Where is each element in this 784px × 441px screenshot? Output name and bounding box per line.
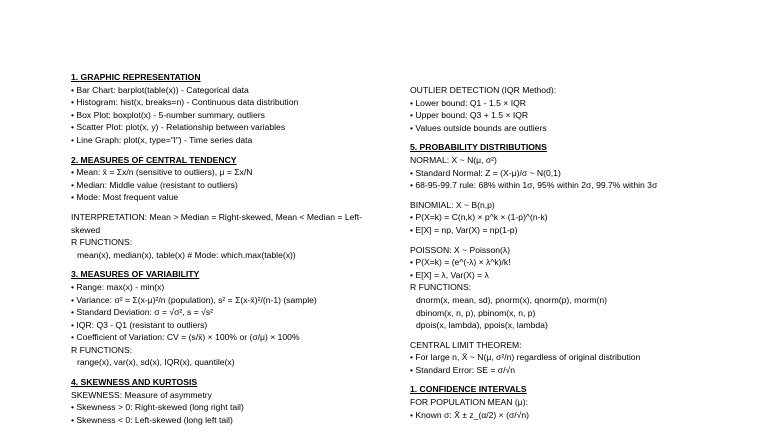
bullet-poisson-pmf: • P(X=k) = (e^(-λ) × λ^k)/k! <box>410 257 511 268</box>
bullet-skewness-positive: • Skewness > 0: Right-skewed (long right tail) <box>71 402 244 413</box>
section-title-central-tendency: 2. MEASURES OF CENTRAL TENDENCY <box>71 154 237 165</box>
r-functions-code: mean(x), median(x), table(x) # Mode: which.max(table(x)) <box>77 249 296 260</box>
normal-distribution-heading: NORMAL: X ~ N(μ, σ²) <box>410 154 497 165</box>
bullet-poisson-moments: • E[X] = λ, Var(X) = λ <box>410 269 489 280</box>
section-title-graphic-representation: 1. GRAPHIC REPRESENTATION <box>71 72 201 82</box>
bullet-empirical-rule: • 68-95-99.7 rule: 68% within 1σ, 95% within 2σ, 99.7% within 3σ <box>410 180 658 191</box>
r-functions-binomial: dbinom(x, n, p), pbinom(x, n, p) <box>416 307 536 318</box>
bullet-standard-error: • Standard Error: SE = σ/√n <box>410 364 515 375</box>
bullet-range: • Range: max(x) - min(x) <box>71 281 165 292</box>
r-functions-poisson: dpois(x, lambda), ppois(x, lambda) <box>416 320 548 331</box>
bullet-line-graph: • Line Graph: plot(x, type="l") - Time series data <box>71 134 253 145</box>
bullet-standard-deviation: • Standard Deviation: σ = √σ², s = √s² <box>71 307 213 318</box>
bullet-iqr: • IQR: Q3 - Q1 (resistant to outliers) <box>71 319 208 330</box>
section-title-variability: 3. MEASURES OF VARIABILITY <box>71 269 200 280</box>
interpretation-text: INTERPRETATION: Mean > Median = Right-skewed, Mean < Median = Left-skewed <box>71 211 363 235</box>
binomial-distribution-heading: BINOMIAL: X ~ B(n,p) <box>410 199 495 210</box>
bullet-box-plot: • Box Plot: boxplot(x) - 5-number summary, outliers <box>71 109 265 120</box>
poisson-distribution-heading: POISSON: X ~ Poisson(λ) <box>410 244 511 255</box>
skewness-definition: SKEWNESS: Measure of asymmetry <box>71 389 212 400</box>
bullet-scatter-plot: • Scatter Plot: plot(x, y) - Relationship between variables <box>71 122 286 133</box>
outlier-detection-title: OUTLIER DETECTION (IQR Method): <box>410 85 557 95</box>
section-title-probability-distributions: 5. PROBABILITY DISTRIBUTIONS <box>410 142 547 153</box>
bullet-upper-bound: • Upper bound: Q3 + 1.5 × IQR <box>410 110 529 121</box>
left-column <box>71 71 389 426</box>
clt-heading: CENTRAL LIMIT THEOREM: <box>410 339 522 350</box>
r-functions-label: R FUNCTIONS: <box>410 282 472 293</box>
bullet-lower-bound: • Lower bound: Q1 - 1.5 × IQR <box>410 97 526 108</box>
population-mean-heading: FOR POPULATION MEAN (μ): <box>410 397 528 408</box>
bullet-binomial-moments: • E[X] = np, Var(X) = np(1-p) <box>410 224 518 235</box>
bullet-binomial-pmf: • P(X=k) = C(n,k) × p^k × (1-p)^(n-k) <box>410 212 548 223</box>
bullet-known-sigma: • Known σ: X̄ ± z_(α/2) × (σ/√n) <box>410 409 530 420</box>
bullet-standard-normal: • Standard Normal: Z = (X-μ)/σ ~ N(0,1) <box>410 167 561 178</box>
bullet-outside-bounds: • Values outside bounds are outliers <box>410 122 547 133</box>
section-title-skewness-kurtosis: 4. SKEWNESS AND KURTOSIS <box>71 377 198 388</box>
bullet-clt-statement: • For large n, X̄ ~ N(μ, σ²/n) regardless of original distribution <box>410 352 641 363</box>
bullet-skewness-negative: • Skewness < 0: Left-skewed (long left tail) <box>71 414 233 425</box>
bullet-bar-chart: • Bar Chart: barplot(table(x)) - Categorical data <box>71 84 249 95</box>
bullet-median: • Median: Middle value (resistant to outliers) <box>71 179 238 190</box>
r-functions-label: R FUNCTIONS: <box>71 344 133 355</box>
r-functions-normal: dnorm(x, mean, sd), pnorm(x), qnorm(p), rnorm(n) <box>416 294 608 305</box>
section-title-confidence-intervals: 1. CONFIDENCE INTERVALS <box>410 384 527 395</box>
bullet-mean: • Mean: x̄ = Σx/n (sensitive to outliers), μ = Σx/N <box>71 167 253 178</box>
bullet-mode: • Mode: Most frequent value <box>71 192 179 203</box>
r-functions-label: R FUNCTIONS: <box>71 237 133 248</box>
r-functions-code: range(x), var(x), sd(x), IQR(x), quantile(x) <box>77 357 235 368</box>
bullet-histogram: • Histogram: hist(x, breaks=n) - Continuous data distribution <box>71 97 299 108</box>
bullet-coefficient-of-variation: • Coefficient of Variation: CV = (s/x̄) × 100% or (σ/μ) × 100% <box>71 332 300 343</box>
right-column <box>410 84 740 421</box>
bullet-variance: • Variance: σ² = Σ(x-μ)²/n (population), s² = Σ(x-x̄)²/(n-1) (sample) <box>71 294 317 305</box>
